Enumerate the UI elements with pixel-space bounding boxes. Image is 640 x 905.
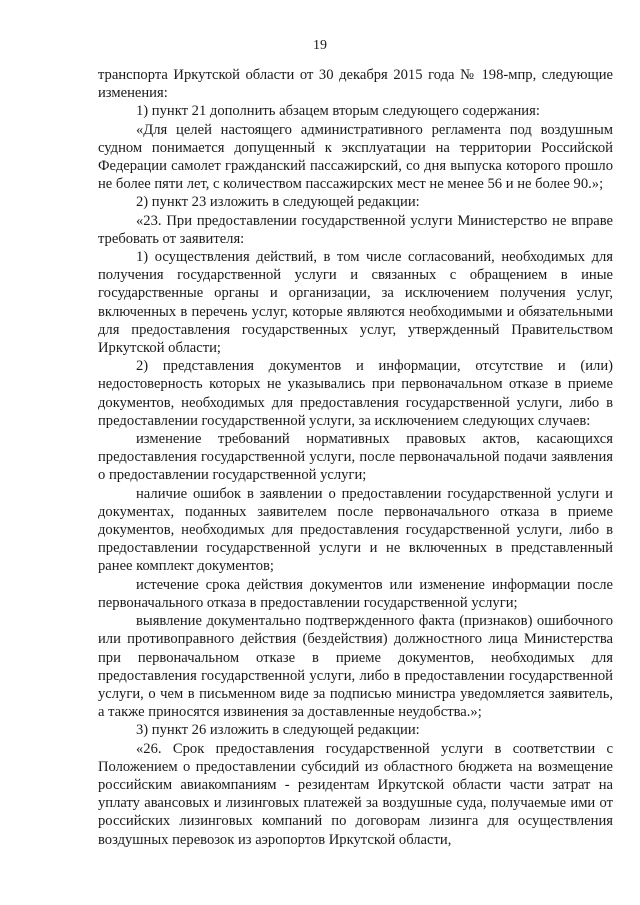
paragraph: 1) пункт 21 дополнить абзацем вторым следующего содержания:	[136, 103, 540, 120]
paragraph: изменение требований нормативных правовых актов, касающихся предоставления государственной услуги, после первоначальной подачи заявления о предоставлении государственной услуги;	[98, 431, 613, 484]
body-text	[98, 66, 613, 849]
paragraph: «Для целей настоящего административного регламента под воздушным судном понимается допущенный к эксплуатации на территории Российской Федерации самолет гражданский пассажирский, со дня выпуска которого прошло не более пяти лет, с количеством пассажирских мест не менее 56 и не более 90.»;	[98, 121, 613, 193]
paragraph: истечение срока действия документов или изменение информации после первоначального отказа в предоставлении государственной услуги;	[98, 576, 613, 611]
paragraph: 2) представления документов и информации, отсутствие и (или) недостоверность которых не указывались при первоначальном отказе в приеме документов, необходимых для предоставления государственной услуги, либо в предоставлении государственной услуги, за исключением следующих случаев:	[98, 358, 613, 429]
paragraph: «23. При предоставлении государственной услуги Министерство не вправе требовать от заявителя:	[98, 212, 613, 247]
paragraph: 1) осуществления действий, в том числе согласований, необходимых для получения государственной услуги и связанных с обращением в иные государственные органы и организации, за исключением получения услуг, включенных в перечень услуг, которые являются необходимыми и обязательными для предоставления государственных услуг, утвержденный Правительством Иркутской области;	[98, 249, 613, 357]
paragraph: выявление документально подтвержденного факта (признаков) ошибочного или противоправного действия (бездействия) должностного лица Министерства при первоначальном отказе в приеме документов, необходимых для предоставления государственной услуги, либо в предоставлении государственной услуги, о чем в письменном виде за подписью министра уведомляется заявитель, а также приносятся извинения за доставленные неудобства.»;	[98, 613, 613, 721]
paragraph: 2) пункт 23 изложить в следующей редакции:	[136, 194, 420, 211]
page-number: 19	[313, 38, 327, 53]
paragraph: «26. Срок предоставления государственной услуги в соответствии с Положением о предоставлении субсидий из областного бюджета на возмещение российским авиакомпаниям - резидентам Иркутской области части затрат на уплату авансовых и лизинговых платежей за воздушные суда, получаемые ими от российских лизинговых компаний по договорам лизинга для осуществления воздушных перевозок из аэропортов Иркутской области,	[98, 740, 613, 848]
paragraph: 3) пункт 26 изложить в следующей редакции:	[136, 722, 420, 739]
paragraph: наличие ошибок в заявлении о предоставлении государственной услуги и документах, поданных заявителем после первоначального отказа в приеме документов, необходимых для предоставления государственной услуги, либо в предоставлении государственной услуги и не включенных в представленный ранее комплект документов;	[98, 485, 613, 575]
paragraph: транспорта Иркутской области от 30 декабря 2015 года № 198-мпр, следующие изменения:	[98, 67, 613, 102]
